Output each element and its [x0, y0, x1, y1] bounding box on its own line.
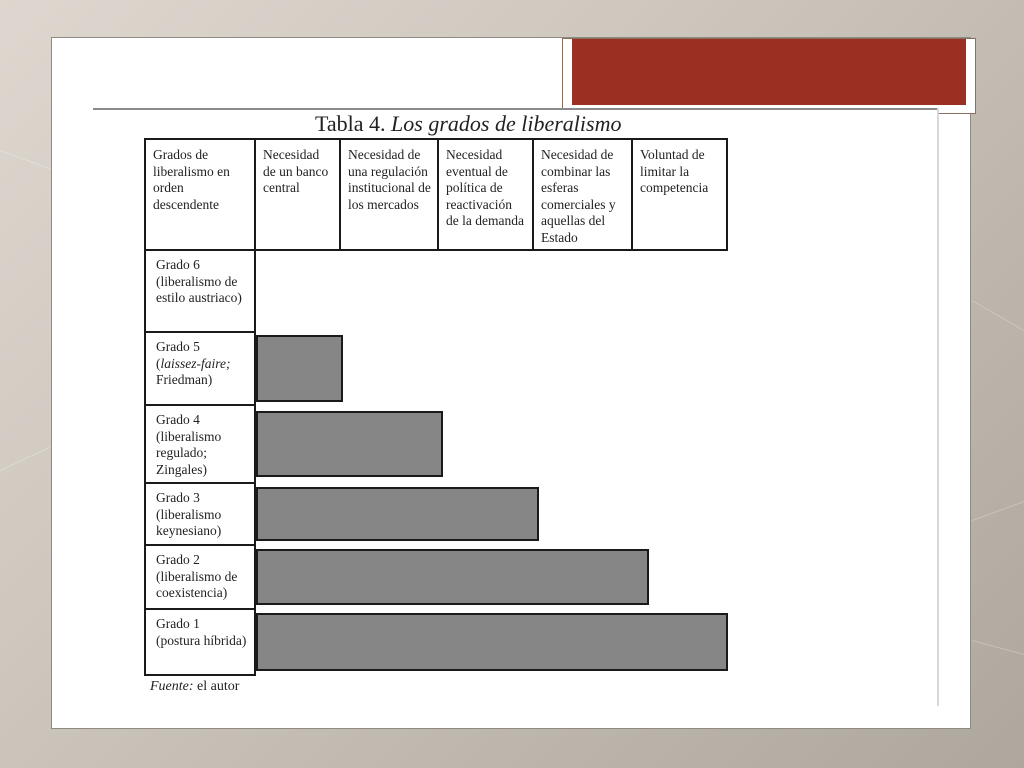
- header-cell-combine-spheres: Necesidad de combinar las esferas comerciales y aquellas del Estado: [532, 138, 633, 251]
- header-cell-limit-competition: Voluntad de limitar la competencia: [631, 138, 728, 251]
- scan-top-rule: [93, 108, 939, 110]
- row-label-grade-5: Grado 5 (laissez-faire; Friedman): [144, 331, 256, 406]
- header-cell-central-bank: Necesidad de un banco central: [254, 138, 341, 251]
- background-line: [0, 447, 50, 471]
- background-line: [972, 300, 1024, 331]
- header-cell-market-regulation: Necesidad de una regulación institucional de los mercados: [339, 138, 439, 251]
- bar-grade-4: [256, 411, 443, 477]
- scan-right-edge: [937, 108, 939, 706]
- bar-grade-1: [256, 613, 728, 671]
- row-label-grade-4: Grado 4 (liberalismo regulado; Zingales): [144, 404, 256, 484]
- row-label-grade-1: Grado 1 (postura híbrida): [144, 608, 256, 676]
- row-label-grade-3: Grado 3 (liberalismo keynesiano): [144, 482, 256, 546]
- title-accent-block: [572, 39, 966, 105]
- bar-grade-3: [256, 487, 539, 541]
- table-source: [150, 679, 239, 695]
- table-image: [93, 108, 939, 706]
- background-line: [972, 640, 1024, 656]
- row-label-grade-2: Grado 2 (liberalismo de coexistencia): [144, 544, 256, 610]
- source-text: el autor: [193, 679, 240, 694]
- title-placeholder-box: [562, 38, 976, 114]
- bar-grade-5: [256, 335, 343, 402]
- header-cell-demand-policy: Necesidad eventual de política de reactivación de la demanda: [437, 138, 534, 251]
- background-line: [0, 150, 57, 171]
- table-title: [315, 111, 621, 137]
- header-cell-grades: Grados de liberalismo en orden descendente: [144, 138, 256, 251]
- background-line: [972, 500, 1024, 521]
- table-title-prefix: Tabla 4.: [315, 111, 386, 136]
- source-label: Fuente:: [150, 679, 194, 694]
- row-label-grade-6: Grado 6 (liberalismo de estilo austriaco): [144, 249, 256, 333]
- bar-grade-2: [256, 549, 649, 605]
- table-title-italic: Los grados de liberalismo: [391, 111, 622, 136]
